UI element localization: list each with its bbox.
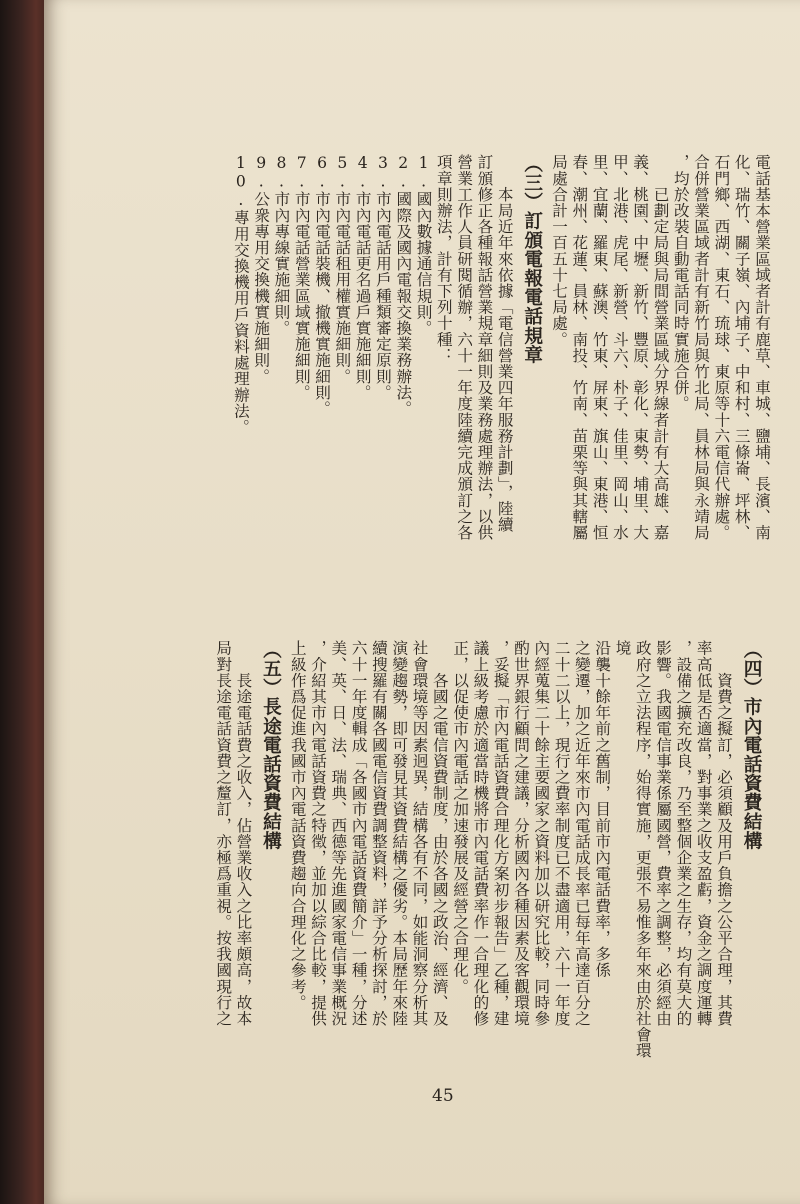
section-4-line: 社會環境等因素迥異，結構各有不同，如能洞察分析其 xyxy=(410,640,429,1027)
section-4-line: 影響。我國電信事業係屬國營，費率之調整，必須經由 xyxy=(654,640,673,1027)
intro-line: 合併營業區域者計有新竹局與竹北局、員林局與永靖局 xyxy=(692,154,711,541)
section-4-line: 議上級考慮於適當時機將市內電話費率作一合理化的修 xyxy=(471,640,490,1027)
intro-line: 化、瑞竹、關子嶺、內埔子、中和村、三條崙、坪林、 xyxy=(732,154,751,541)
section-4-heading: （四）市內電話資費結構 xyxy=(741,640,762,851)
section-4-line: 上級作爲促進我國市內電話資費趨向合理化之參考。 xyxy=(288,640,307,1011)
section-4-line: 酌世界銀行顧問之建議，分析國內各種因素及客觀環境 xyxy=(512,640,531,1027)
section-4-line: 六十一年度輯成「各國市內電話資費簡介」一種，分述 xyxy=(349,640,368,1027)
section-4-line: 資費之擬訂，必須顧及用戶負擔之公平合理，其費 xyxy=(715,640,733,1027)
section-4-line: 之變遷，加之近年來市內電話成長率已每年高達百分之 xyxy=(572,640,591,1027)
section-4-line: ，介紹其市內電話資費之特徵，並加以綜合比較，提供 xyxy=(309,640,328,1027)
section-4-line: 各國之電信資費制度，由於各國之政治、經濟、及 xyxy=(430,640,449,1027)
section-5-line: 局對長途電話資費之釐訂，亦極爲重視。按我國現行之 xyxy=(214,640,233,1027)
rule-item: 4.市內電話更名過戶實施細則。 xyxy=(353,154,372,401)
section-4-line: ，設備之擴充改良，乃至整個企業之生存，均有莫大的 xyxy=(674,640,693,1027)
intro-line: 甲、北港、虎尾、新營、斗六、朴子、佳里、岡山、水 xyxy=(610,154,629,541)
section-3-line: 本局近年來依據「電信營業四年服務計劃」，陸續 xyxy=(495,154,514,533)
section-4-line: 沿襲十餘年前之舊制，目前市內電話費率，多係 xyxy=(593,640,612,979)
section-3-line: 項章則辦法，計有下列十種： xyxy=(434,154,453,364)
section-5-heading: （五）長途電話資費結構 xyxy=(260,640,282,851)
rule-item: 2.國際及國內電報交換業務辦法。 xyxy=(394,154,413,417)
section-4-line: 率高低是否適當，對事業之收支盈虧，資金之調度運轉 xyxy=(694,640,713,1027)
section-4-line: 正，以促使市內電話之加速發展及經營之合理化。 xyxy=(451,640,470,995)
intro-line: 石門鄉、西湖、東石、琉球、東原等十六電信代辦處。 xyxy=(712,154,731,541)
rule-item: 6.市內電話裝機、撤機實施細則。 xyxy=(313,154,332,417)
section-5-line: 長途電話費之收入，佔營業收入之比率頗高，故本 xyxy=(234,640,253,1027)
section-4-line: ，妥擬「市內電話資費合理化方案初步報告」乙種，建 xyxy=(491,640,510,1027)
section-4-line: 美、英、日、法、瑞典、西德等先進國家電信事業概況 xyxy=(329,640,348,1027)
section-4-line: 續搜羅有關各國電信資費調整資料，詳予分析探討，於 xyxy=(369,640,388,1027)
rule-item: 5.市內電話租用權實施細則。 xyxy=(333,154,352,385)
section-4-line: 演變趨勢，即可發見其資費結構之優劣。本局歷年來陸 xyxy=(390,640,409,1027)
rule-item: 3.市內電話用戶種類審定原則。 xyxy=(373,154,392,401)
section-3-line: 訂頒修正各種報話營業規章細則及業務處理辦法，以供 xyxy=(475,154,494,541)
top-text-block xyxy=(132,154,772,624)
rule-item: 8.市內專線實施細則。 xyxy=(272,154,291,336)
intro-line: 電話基本營業區域者計有鹿草、車城、鹽埔、長濱、南 xyxy=(753,154,771,541)
intro-line: 已劃定局與局間營業區域分界線者計有大高雄、嘉 xyxy=(651,154,670,541)
rule-item: 10.專用交換機用戶資料處理辦法。 xyxy=(231,154,250,435)
intro-line: 義、桃園、中壢、新竹、豐原、彰化、東勢、埔里、大 xyxy=(631,154,650,541)
rule-item: 1.國內數據通信規則。 xyxy=(414,154,433,336)
intro-line: 春、潮州、花蓮、員林、南投、竹南、苗栗等與其轄屬 xyxy=(570,154,589,541)
section-4-line: 內經蒐集二十餘主要國家之資料加以研究比較，同時參 xyxy=(532,640,551,1027)
book-page xyxy=(44,0,800,1204)
section-4-line: 二十二以上，現行之費率制度已不盡適用，六十一年度 xyxy=(552,640,571,1027)
bottom-text-block xyxy=(140,640,768,1070)
intro-line: 里、宜蘭、羅東、蘇澳、竹東、屏東、旗山、東港、恒 xyxy=(590,154,609,541)
intro-line: 局處合計一百五十七局處。 xyxy=(550,154,569,348)
section-3-heading: （三）訂頒電報電話規章 xyxy=(521,154,543,365)
rule-item: 9.公衆專用交換機實施細則。 xyxy=(252,154,271,385)
page-number: 45 xyxy=(432,1086,454,1106)
section-3-line: 營業工作人員研閱循辦，六十一年度陸續完成頒訂之各 xyxy=(455,154,474,541)
section-4-line: 政府之立法程序，始得實施，更張不易惟多年來由於社會環境 xyxy=(613,640,652,1059)
intro-line: ，均於改裝自動電話同時實施合併。 xyxy=(671,154,690,412)
rule-item: 7.市內電話營業區域實施細則。 xyxy=(292,154,311,401)
